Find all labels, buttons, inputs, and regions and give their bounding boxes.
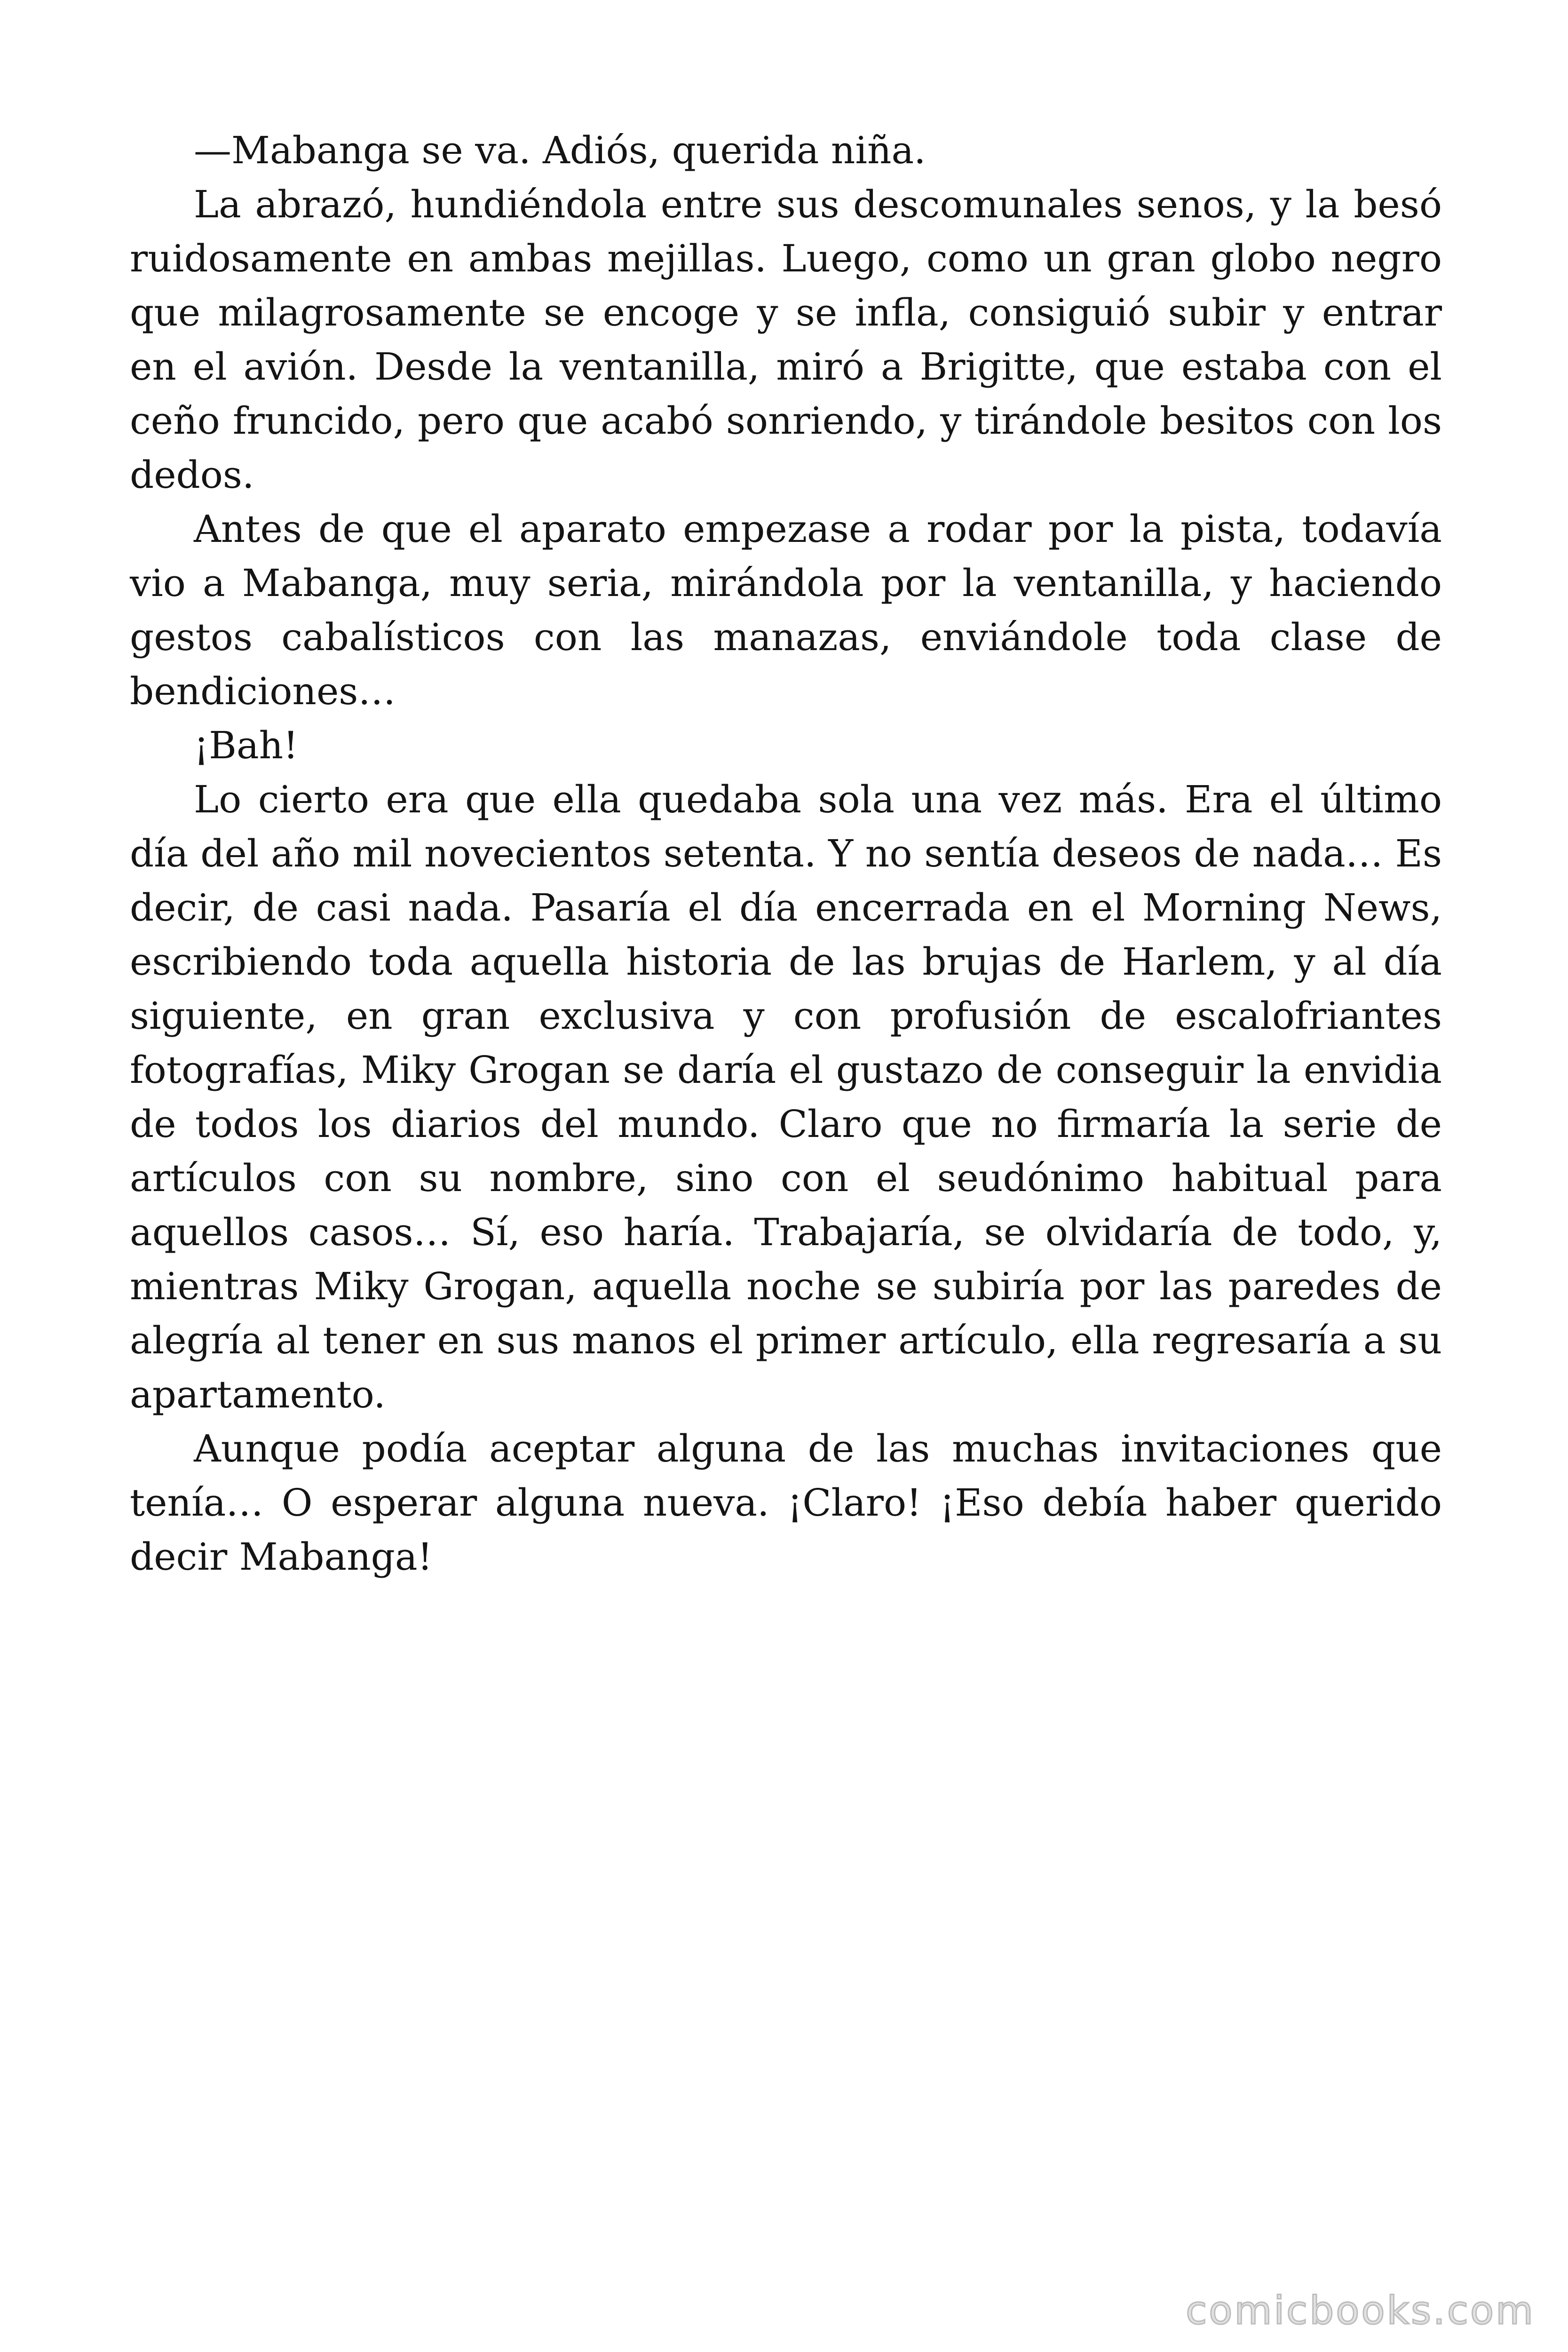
paragraph-5: Lo cierto era que ella quedaba sola una vez más. Era el último día del año mil novecientos setenta. Y no sentía deseos de nada… Es decir, de casi nada. Pasaría el día encerrada en el Morning News, escribiendo toda aquella historia de las brujas de Harlem, y al día siguiente, en gran exclusiva y con profusión de escalofriantes fotografías, Miky Grogan se daría el gustazo de conseguir la envidia de todos los diarios del mundo. Claro que no firmaría la serie de artículos con su nombre, sino con el seudónimo habitual para aquellos casos… Sí, eso haría. Trabajaría, se olvidaría de todo, y, mientras Miky Grogan, aquella noche se subiría por las paredes de alegría al tener en sus manos el primer artículo, ella regresaría a su apartamento. [130, 778, 1442, 1416]
paragraph-2: La abrazó, hundiéndola entre sus descomunales senos, y la besó ruidosamente en ambas mejillas. Luego, como un gran globo negro que milagrosamente se encoge y se infla, consiguió subir y entrar en el avión. Desde la ventanilla, miró a Brigitte, que estaba con el ceño fruncido, pero que acabó sonriendo, y tirándole besitos con los dedos. [130, 183, 1442, 497]
watermark-text: comicbooks.com [1186, 2288, 1535, 2333]
body-text [130, 123, 1442, 1584]
paragraph-6: Aunque podía aceptar alguna de las muchas invitaciones que tenía… O esperar alguna nueva. ¡Claro! ¡Eso debía haber querido decir Mabanga! [130, 1427, 1442, 1579]
paragraph-4: ¡Bah! [194, 723, 299, 767]
paragraph-1: —Mabanga se va. Adiós, querida niña. [194, 128, 926, 172]
paragraph-3: Antes de que el aparato empezase a rodar por la pista, todavía vio a Mabanga, muy seria, mirándola por la ventanilla, y haciendo gestos cabalísticos con las manazas, enviándole toda clase de bendiciones… [130, 507, 1442, 713]
